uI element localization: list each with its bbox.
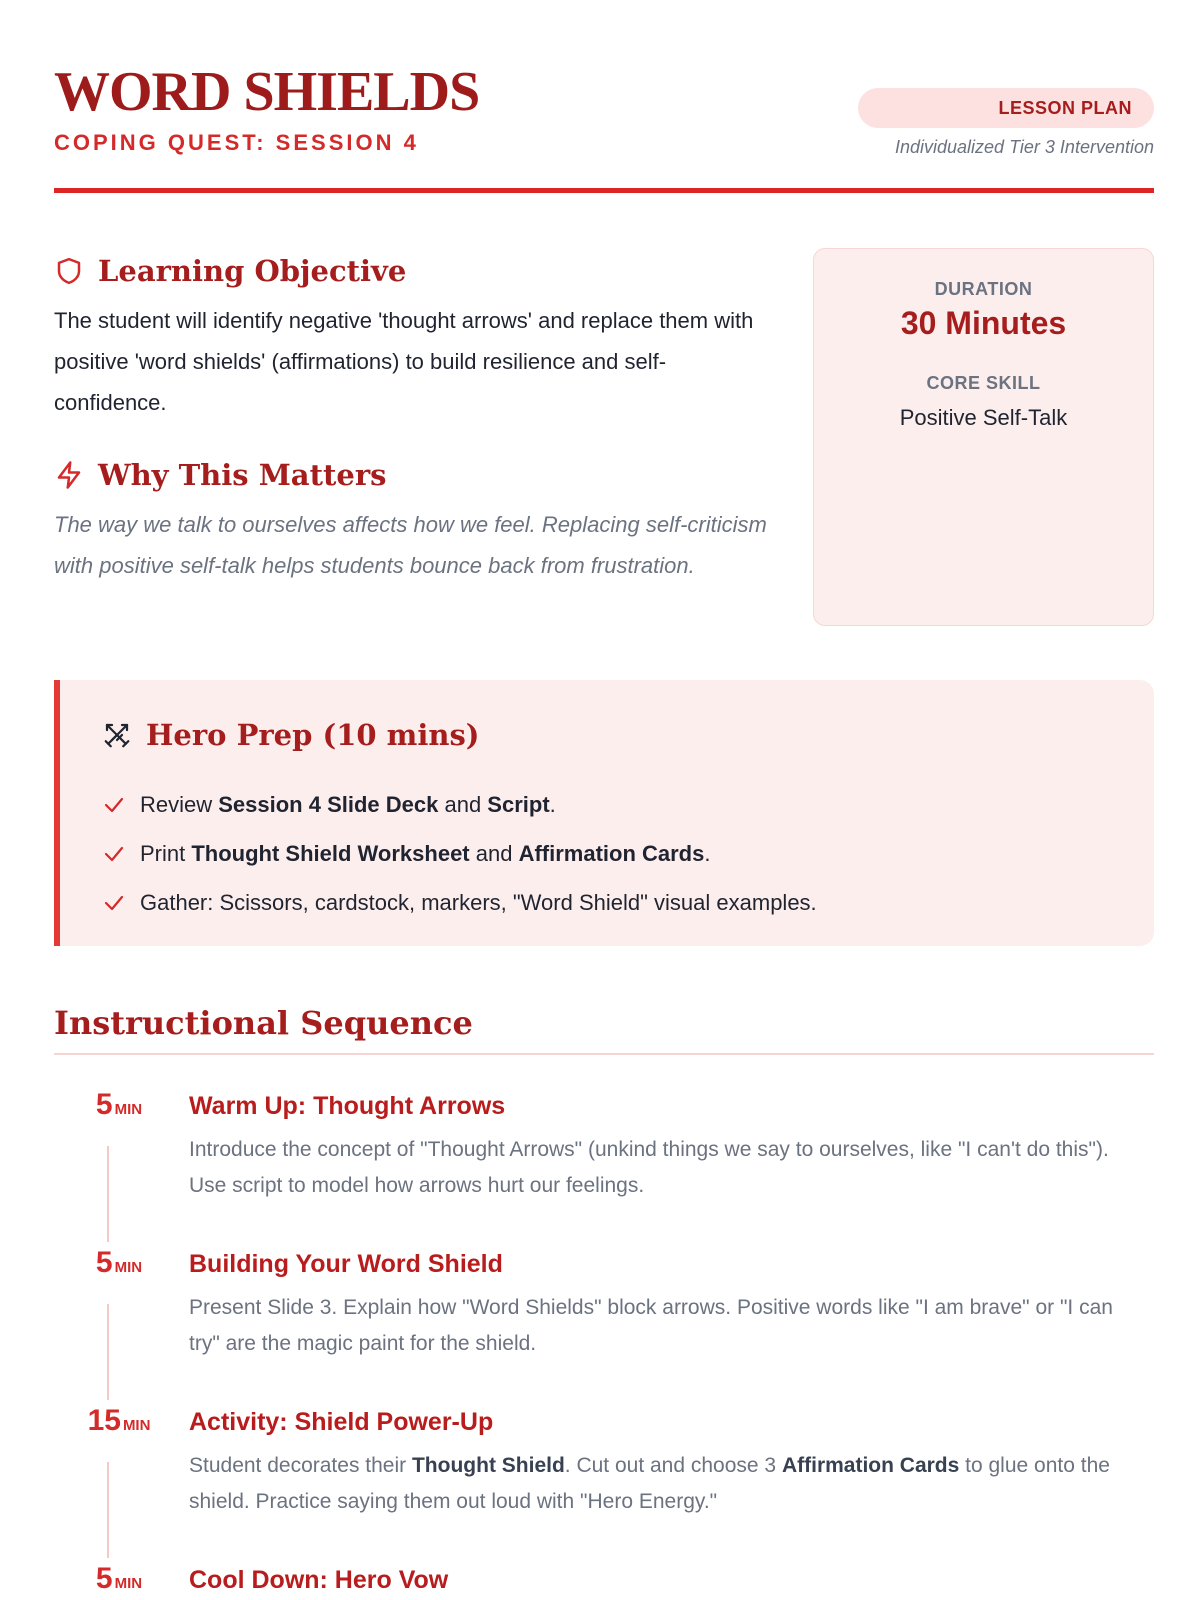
check-icon xyxy=(102,793,126,817)
sequence-divider xyxy=(54,1053,1154,1055)
info-card xyxy=(813,248,1154,626)
objective-heading xyxy=(54,254,406,288)
timeline-connector xyxy=(107,1304,109,1400)
step-duration: 5 MIN xyxy=(95,1246,143,1279)
duration-value: 30 Minutes xyxy=(900,305,1067,341)
step-duration: 5 MIN xyxy=(95,1562,143,1595)
step-description: Student decorates their Thought Shield. Cut out and choose 3 Affirmation Cards to glue onto the shield. Practice saying them out loud with "Hero Energy." xyxy=(189,1454,1110,1513)
prep-item: Print Thought Shield Worksheet and Affirmation Cards. xyxy=(102,829,817,878)
why-heading xyxy=(54,458,386,492)
lightning-icon xyxy=(54,460,84,490)
why-heading-label: Why This Matters xyxy=(98,458,387,492)
check-icon xyxy=(102,891,126,915)
header-divider xyxy=(54,188,1154,193)
core-skill-value: Positive Self-Talk xyxy=(899,405,1068,430)
step-title: Building Your Word Shield xyxy=(189,1250,503,1278)
timeline-connector xyxy=(107,1146,109,1242)
objective-text: The student will identify negative 'thought arrows' and replace them with positive 'word shields' (affirmations) to build resilience and self-confidence. xyxy=(54,308,754,415)
step-duration: 5 MIN xyxy=(95,1088,143,1121)
sequence-title: Instructional Sequence xyxy=(54,1004,473,1042)
step-duration: 15 MIN xyxy=(87,1404,151,1437)
step-title: Cool Down: Hero Vow xyxy=(189,1566,449,1594)
page-subtitle: COPING QUEST: SESSION 4 xyxy=(54,130,419,155)
prep-item: Gather: Scissors, cardstock, markers, "Word Shield" visual examples. xyxy=(102,878,817,927)
page-title: WORD SHIELDS xyxy=(54,61,480,123)
shield-icon xyxy=(54,256,84,286)
hero-prep-panel xyxy=(54,680,1154,946)
hero-prep-heading-label: Hero Prep (10 mins) xyxy=(146,718,480,752)
hero-prep-heading xyxy=(102,718,480,752)
step-description: Introduce the concept of "Thought Arrows" (unkind things we say to ourselves, like "I can't do this"). Use script to model how arrows hurt our feelings. xyxy=(189,1138,1109,1197)
prep-item: Review Session 4 Slide Deck and Script. xyxy=(102,780,817,829)
why-text: The way we talk to ourselves affects how we feel. Replacing self-criticism with positive self-talk helps students bounce back from frustration. xyxy=(54,512,767,578)
prep-list xyxy=(102,780,817,927)
step-description: Present Slide 3. Explain how "Word Shields" block arrows. Positive words like "I am brave" or "I can try" are the magic paint for the shield. xyxy=(189,1296,1113,1355)
crossed-swords-icon xyxy=(102,720,132,750)
step-title: Activity: Shield Power-Up xyxy=(189,1408,494,1436)
timeline-connector xyxy=(107,1462,109,1558)
lesson-plan-badge: LESSON PLAN xyxy=(858,88,1154,128)
step-title: Warm Up: Thought Arrows xyxy=(189,1092,506,1120)
tier-label: Individualized Tier 3 Intervention xyxy=(895,137,1154,157)
objective-heading-label: Learning Objective xyxy=(98,254,407,288)
check-icon xyxy=(102,842,126,866)
core-skill-label: CORE SKILL xyxy=(926,373,1041,393)
duration-label: DURATION xyxy=(934,279,1033,299)
